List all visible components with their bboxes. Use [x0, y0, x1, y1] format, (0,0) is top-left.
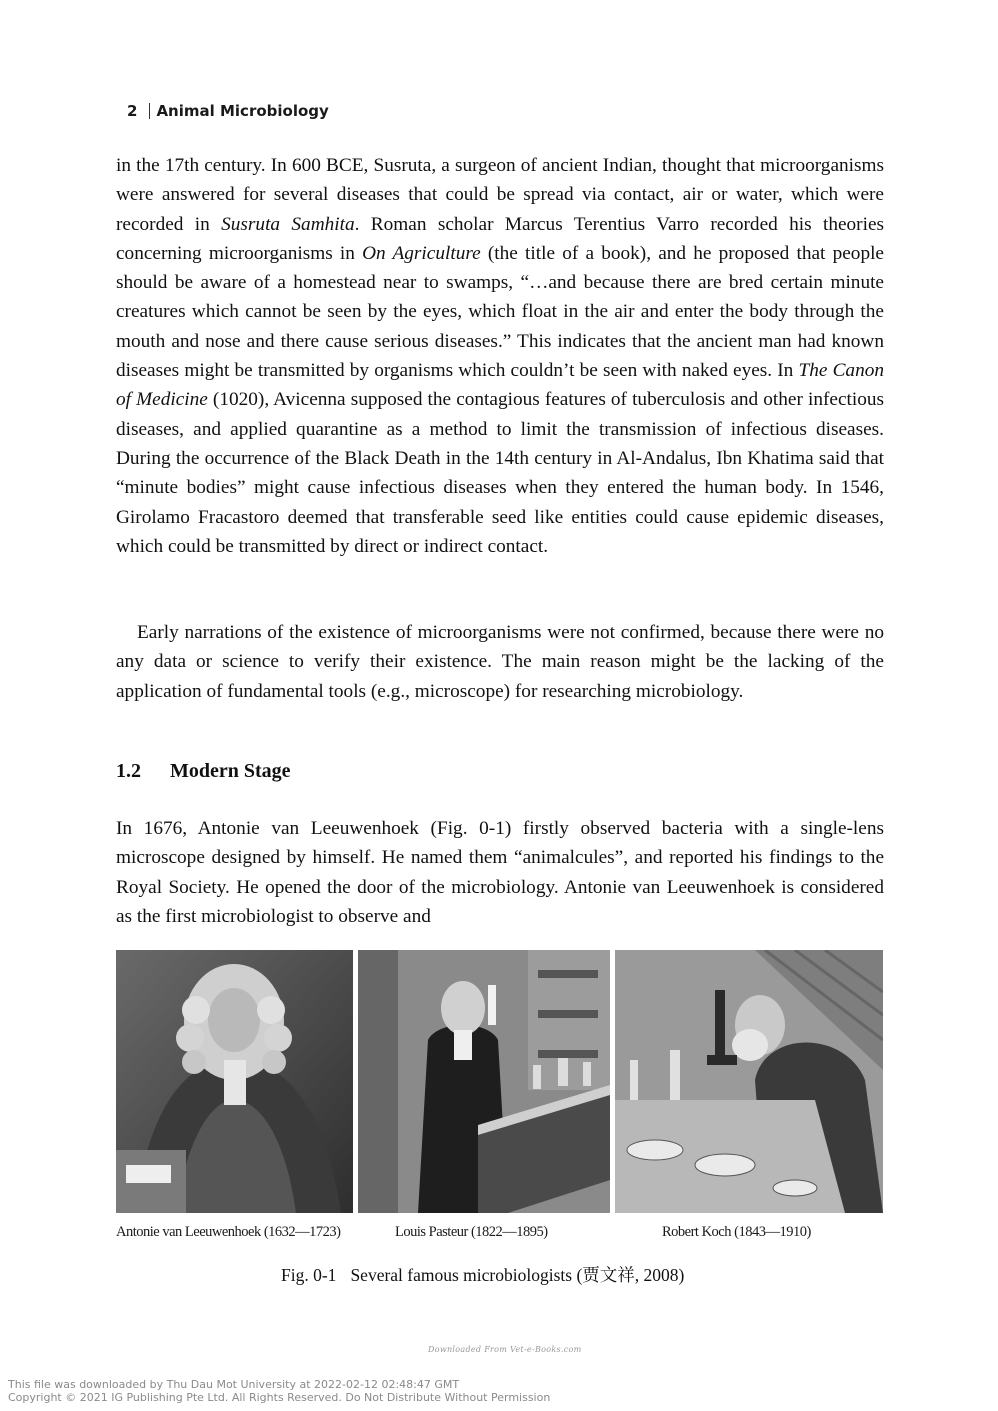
download-footer: [8, 1378, 550, 1404]
caption-pasteur: Louis Pasteur (1822—1895): [395, 1224, 548, 1240]
photo-koch: [615, 950, 883, 1213]
paragraph-2: [116, 618, 884, 706]
book-title: Animal Microbiology: [156, 102, 329, 120]
paragraph-1-text: in the 17th century. In 600 BCE, Susruta, a surgeon of ancient Indian, thought that microorganisms were answered for several diseases that could be spread via contact, air or water, which were recorded in: [116, 155, 884, 235]
running-head: [127, 102, 329, 120]
section-title: Modern Stage: [170, 760, 291, 782]
book-title-on-agriculture: On Agriculture: [362, 242, 481, 264]
paragraph-1-text: (1020), Avicenna supposed the contagious features of tuberculosis and other infectious diseases, and applied quarantine as a method to limit the transmission of infectious diseases. During the occurrence of the Black Death in the 14th century in Al-Andalus, Ibn Khatima said that “minute bodies” might cause infectious diseases when they entered the human body. In 1546, Girolamo Fracastoro deemed that transferable seed like entities could cause epidemic diseases, which could be transmitted by direct or indirect contact.: [116, 389, 884, 557]
section-heading: [116, 760, 291, 783]
book-title-susruta-samhita: Susruta Samhita: [221, 213, 355, 235]
footer-download-line: This file was downloaded by Thu Dau Mot University at 2022-02-12 02:48:47 GMT: [8, 1378, 460, 1391]
paragraph-3: [116, 814, 884, 931]
footer-copyright-line: Copyright © 2021 IG Publishing Pte Ltd. All Rights Reserved. Do Not Distribute Without Permission: [8, 1391, 551, 1404]
book-title-canon-of-medicine: The Canon of Medicine: [116, 360, 884, 411]
paragraph-2-text: Early narrations of the existence of microorganisms were not confirmed, because there were no any data or science to verify their existence. The main reason might be the lacking of the application of fundamental tools (e.g., microscope) for researching microbiology.: [116, 622, 884, 702]
figure-title: [281, 1262, 684, 1287]
page-number: 2: [127, 102, 138, 120]
caption-koch: Robert Koch (1843—1910): [662, 1224, 811, 1240]
paragraph-1-text: . Roman scholar Marcus Terentius Varro recorded his theories concerning microorganisms in: [116, 213, 885, 264]
running-head-divider: [149, 103, 150, 119]
paragraph-3-text: In 1676, Antonie van Leeuwenhoek (Fig. 0-1) firstly observed bacteria with a single-lens microscope designed by himself. He named them “animalcules”, and reported his findings to the Royal Society. He opened the door of the microbiology. Antonie van Leeuwenhoek is considered as the first microbiologist to observe and: [116, 818, 884, 927]
figure-title-text: Several famous microbiologists (贾文祥, 2008): [350, 1265, 685, 1285]
caption-leeuwenhoek: Antonie van Leeuwenhoek (1632—1723): [116, 1224, 341, 1240]
figure-label: Fig. 0-1: [281, 1265, 337, 1285]
paragraph-1: [116, 151, 884, 561]
photo-leeuwenhoek: [116, 950, 353, 1213]
section-number: 1.2: [116, 760, 141, 782]
paragraph-1-text: (the title of a book), and he proposed that people should be aware of a homestead near to swamps, “…and because there are bred certain minute creatures which cannot be seen by the eyes, which float in the air and enter the body through the mouth and nose and there cause serious diseases.” This indicates that the ancient man had known diseases might be transmitted by organisms which couldn’t be seen with naked eyes. In: [116, 242, 884, 382]
photo-pasteur: [358, 950, 610, 1213]
download-watermark: Downloaded From Vet-e-Books.com: [428, 1345, 582, 1354]
